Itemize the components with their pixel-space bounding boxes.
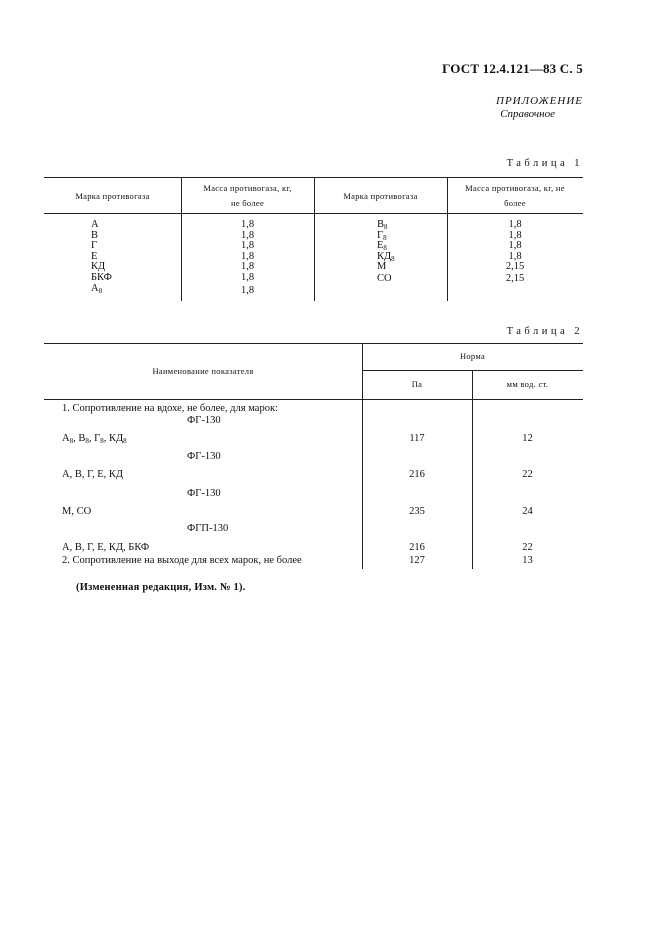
table2-pa-value: 117 bbox=[409, 433, 425, 444]
table1-left-masses bbox=[181, 220, 314, 297]
table2-row-label: А, В, Г, Е, КД bbox=[62, 469, 124, 480]
table1-brand: Г bbox=[91, 240, 98, 251]
appendix-title: ПРИЛОЖЕНИЕ bbox=[496, 95, 583, 107]
table2-row-label: М, СО bbox=[62, 506, 92, 517]
table1-brand: БКФ bbox=[91, 271, 112, 283]
table2-mm-value: 22 bbox=[522, 542, 533, 553]
table1-brand: М bbox=[377, 261, 387, 272]
table2-mm-value: 22 bbox=[522, 469, 533, 480]
table1-right-masses bbox=[447, 220, 583, 284]
table2-header-mm: мм вод. ст. bbox=[506, 379, 549, 389]
table1-mass: 1,8 bbox=[240, 285, 255, 296]
table2-header-pa: Па bbox=[411, 379, 423, 389]
table1-mass: 1,8 bbox=[240, 240, 255, 251]
table1-mass: 1,8 bbox=[508, 250, 522, 262]
table1-left-brands bbox=[91, 220, 112, 295]
table1-header-brand: Марка противогаза bbox=[343, 191, 418, 201]
table1-mass: 1,8 bbox=[240, 271, 255, 283]
table2-header-norm: Норма bbox=[459, 351, 486, 361]
table2-pa-value: 216 bbox=[409, 469, 425, 480]
appendix-type: Справочное bbox=[500, 108, 555, 120]
table2-subheader: ФГП-130 bbox=[187, 523, 229, 534]
table1-mass: 1,8 bbox=[240, 250, 255, 262]
table2-caption: Таблица 2 bbox=[506, 326, 583, 337]
table2-top-rule bbox=[44, 343, 583, 344]
table1-mass: 1,8 bbox=[240, 219, 255, 230]
table2-pa-value: 235 bbox=[409, 506, 425, 517]
table2-row-label: $А_8$, $В_8$, $Г_8$, $КД_8$ bbox=[62, 433, 127, 445]
table1-brand: А bbox=[91, 219, 99, 230]
table1-mass: 2,15 bbox=[505, 272, 525, 284]
table1-mass: 1,8 bbox=[508, 240, 522, 251]
table1-right-brands bbox=[377, 220, 395, 284]
table2-row-label: А, В, Г, Е, КД, БКФ bbox=[62, 542, 150, 553]
table1-brand: $Г_8$ bbox=[377, 229, 387, 242]
table1-caption: Таблица 1 bbox=[506, 158, 583, 169]
table1-brand: $А_8$ bbox=[91, 283, 103, 295]
table1-brand: $КД_8$ bbox=[377, 250, 395, 263]
table1-header-mass: Масса противогаза, кг, не более bbox=[203, 183, 292, 208]
table2-subheader: ФГ-130 bbox=[187, 451, 221, 462]
table1-header-brand: Марка противогаза bbox=[75, 191, 150, 201]
table2-header-rule bbox=[44, 399, 583, 400]
table1-brand: СО bbox=[377, 272, 392, 284]
table2-row-label: 2. Сопротивление на выходе для всех марок, не более bbox=[62, 555, 302, 566]
table1-mass: 1,8 bbox=[508, 219, 522, 230]
revision-note: (Измененная редакция, Изм. № 1). bbox=[76, 582, 246, 593]
table1-brand: $Е_8$ bbox=[377, 240, 387, 252]
table2-subheader: ФГ-130 bbox=[187, 415, 221, 426]
table1-mass: 1,8 bbox=[508, 229, 522, 241]
table1-mass: 1,8 bbox=[240, 261, 255, 272]
table1-mass: 1,8 bbox=[240, 229, 255, 241]
table2-header-name: Наименование показателя bbox=[152, 366, 254, 376]
table2-pa-value: 216 bbox=[409, 542, 425, 553]
table1-brand: Е bbox=[91, 250, 98, 262]
table1-brand: $В_8$ bbox=[377, 219, 388, 231]
table2-pa-value: 127 bbox=[409, 555, 425, 566]
table2-mm-value: 24 bbox=[522, 506, 533, 517]
table2-mm-value: 12 bbox=[522, 433, 533, 444]
table1-mass: 2,15 bbox=[505, 261, 525, 272]
table1-brand: КД bbox=[91, 261, 106, 272]
table2-mm-value: 13 bbox=[522, 555, 533, 566]
document-reference: ГОСТ 12.4.121—83 С. 5 bbox=[442, 61, 583, 76]
table2-subheader: ФГ-130 bbox=[187, 488, 221, 499]
table2-row-label: 1. Сопротивление на вдохе, не более, для марок: bbox=[62, 403, 278, 414]
table1-header-mass: Масса противогаза, кг, не более bbox=[465, 183, 565, 208]
table1-brand: В bbox=[91, 229, 99, 241]
